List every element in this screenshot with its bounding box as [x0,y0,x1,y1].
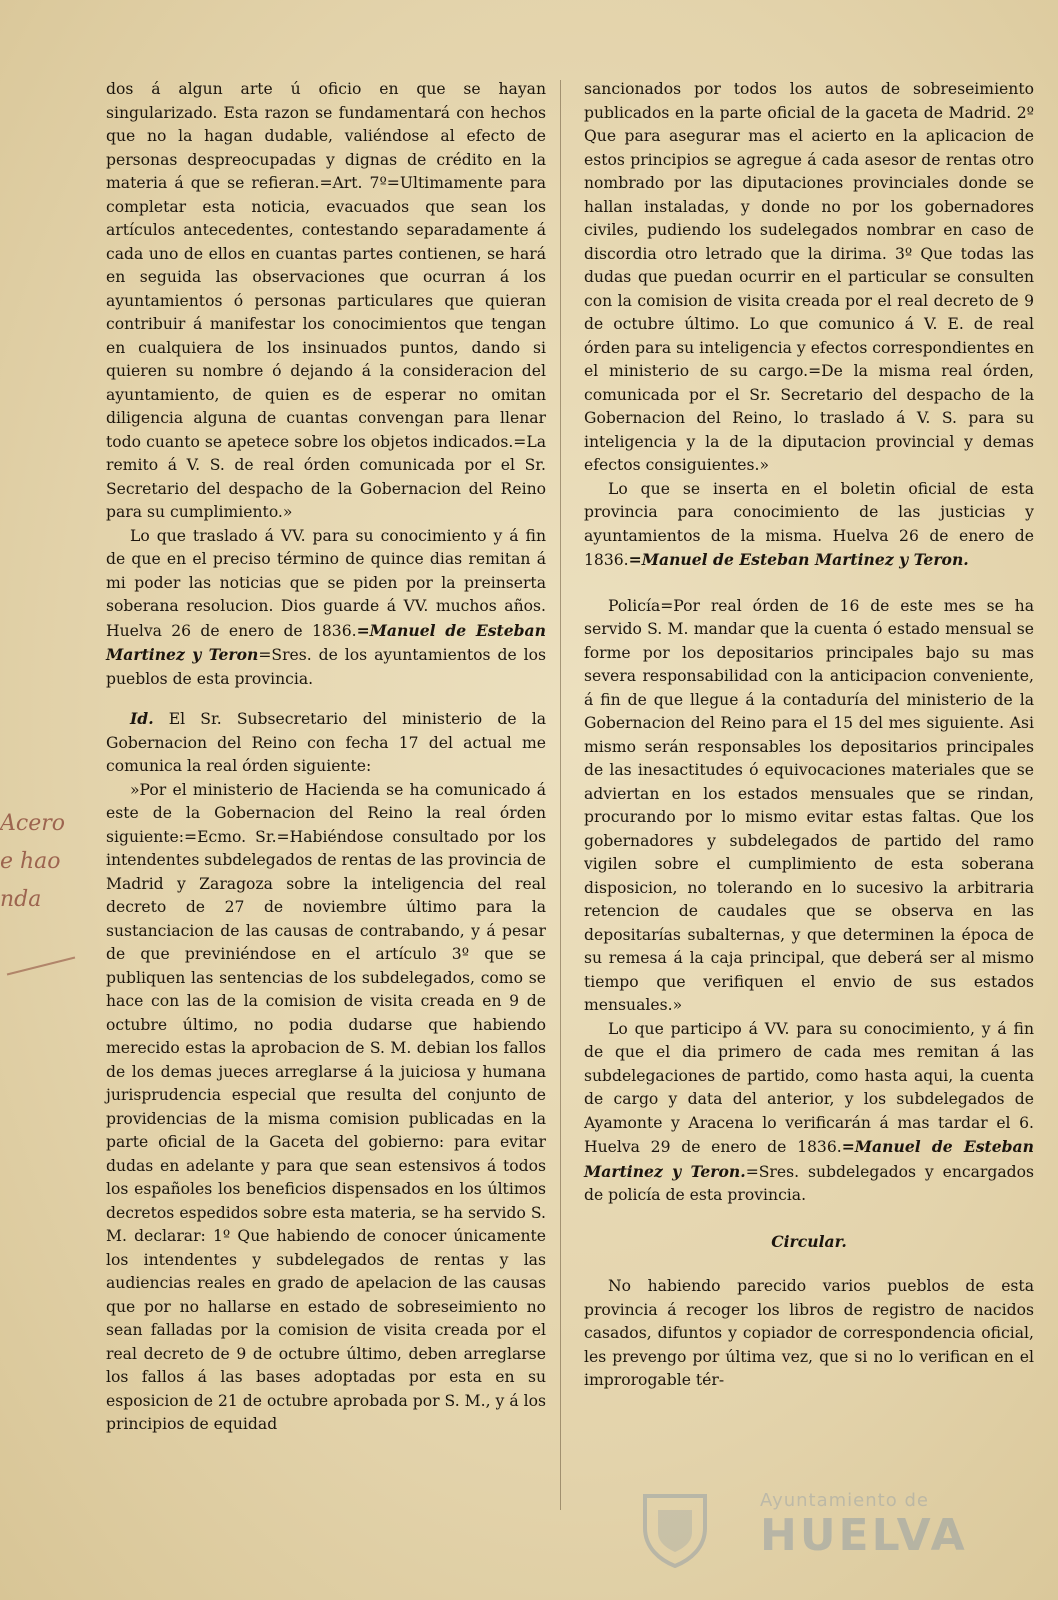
right-paragraph-4-text: Lo que participo á VV. para su conocimiento, y á fin de que el dia primero de cada mes remitan á las subdelegaciones de partido, como hasta aqui, la cuenta de cargo y data del anterior, y los subdelegados de Ayamonte y Aracena lo verificarán á mas tardar el 6. Huelva 29 de enero de 1836. [584,1019,1034,1156]
left-paragraph-2 [106,525,546,692]
right-paragraph-3: Policía=Por real órden de 16 de este mes se ha servido S. M. mandar que la cuenta ó estado mensual se forme por los depositarios principales bajo su mas severa responsabilidad con la anticipacion conveniente, á fin de que llegue á la contaduría del ministerio de la Gobernacion del Reino para el 15 del mes siguiente. Asi mismo serán responsables los depositarios principales de las inesactitudes ó equivocaciones materiales que se adviertan en los estados mensuales que se rindan, procurando por lo mismo evitar estas faltas. Que los gobernadores y subdelegados de partido del ramo vigilen sobre el cumplimiento de esta soberana disposicion, no tolerando en lo sucesivo la arbitraria retencion de caudales que se observa en las depositarías subalternas, y que determinen la época de su remesa á la caja principal, que deberá ser al mismo tiempo que verifiquen el envio de sus estados mensuales.» [584,596,1034,1014]
right-paragraph-1: sancionados por todos los autos de sobreseimiento publicados en la parte oficial de la gaceta de Madrid. 2º Que para asegurar mas el acierto en la aplicacion de estos principios se agregue á cada asesor de rentas otro nombrado por las diputaciones provinciales donde se hallan instaladas, y donde no por los gobernadores civiles, pudiendo los sudelegados nombrar en caso de discordia otro letrado que la dirima. 3º Que todas las dudas que puedan ocurrir en el particular se consulten con la comision de visita creada por el real decreto de 9 de octubre último. Lo que comunico á V. E. de real órden para su inteligencia y efectos correspondientes en el ministerio de su cargo.=De la misma real órden, comunicada por el Sr. Secretario del despacho de la Gobernacion del Reino, lo traslado á V. S. para su inteligencia y la de la diputacion provincial y demas efectos consiguientes.» [584,80,1034,474]
left-paragraph-1: dos á algun arte ú oficio en que se hayan singularizado. Esta razon se fundamentará con hechos que no la hagan dudable, valiéndose al efecto de personas despreocupadas y dignas de crédito en la materia á que se refieran.=Art. 7º=Ultimamente para completar esta noticia, evacuados que sean los artículos antecedentes, contestando separadamente á cada uno de ellos en cuantas partes contienen, se hará en seguida las observaciones que ocurran á los ayuntamientos ó personas particulares que quieran contribuir á manifestar los conocimientos que tengan en cualquiera de los insinuados puntos, dando si quieren su nombre ó dejando á la consideracion del ayuntamiento, de quien es de esperar no omitan diligencia alguna de cuantas convengan para llenar todo cuanto se apetece sobre los objetos indicados.=La remito á V. S. de real órden comunicada por el Sr. Secretario del despacho de la Gobernacion del Reino para su cumplimiento.» [106,80,546,521]
right-paragraph-4-tail: =Sres. subdelegados y encargados de policía de esta provincia. [584,1162,1034,1204]
id-lead: Id. [130,709,154,728]
left-paragraph-3-text: El Sr. Subsecretario del ministerio de la Gobernacion del Reino con fecha 17 del actual me comunica la real órden siguiente: [106,710,546,775]
section-heading: Circular. [771,1231,847,1251]
left-paragraph-4: »Por el ministerio de Hacienda se ha comunicado á este de la Gobernacion del Reino la real órden siguiente:=Ecmo. Sr.=Habiéndose consultado por los intendentes subdelegados de rentas de las provincia de Madrid y Zaragoza sobre la inteligencia del real decreto de 27 de noviembre último para la sustanciacion de las causas de contrabando, y á pesar de que previniéndose en el artículo 3º que se publiquen las sentencias de los subdelegados, como se hace con las de la comision de visita creada en 9 de octubre último, no podia dudarse que habiendo merecido estas la aprobacion de S. M. debian los fallos de los demas jueces arreglarse á la juiciosa y humana jurisprudencia especial que resulta del conjunto de providencias de la misma comision publicadas en la parte oficial de la Gaceta del gobierno: para evitar dudas en adelante y para que sean estensivos á todos los españoles los beneficios dispensados en los últimos decretos espedidos sobre esta materia, se ha servido S. M. declarar: 1º Que habiendo de conocer únicamente los intendentes y subdelegados de rentas y las audiencias reales en grado de apelacion de las causas que por no hallarse en estado de sobreseimiento no sean falladas por la comision de visita creada por el real decreto de 9 de octubre último, deben arreglarse los fallos á las bases adoptadas por esta en su esposicion de 21 de octubre aprobada por S. M., y á los principios de equidad [106,780,547,1433]
signature: =Manuel de Esteban Martinez y Teron [106,620,546,664]
left-paragraph-2-text: Lo que traslado á VV. para su conocimiento y á fin de que en el preciso término de quince dias remitan á mi poder las noticias que se piden por la preinserta soberana resolucion. Dios guarde á VV. muchos años. Huelva 26 de enero de 1836. [106,526,546,640]
signature: =Manuel de Esteban Martinez y Teron. [584,1137,1034,1181]
watermark [640,1488,1040,1568]
right-paragraph-4 [584,1018,1034,1208]
left-paragraph-3 [106,707,546,779]
margin-note-line-3: nda [0,887,42,912]
margin-note-stroke [7,957,75,976]
handwritten-margin-note [0,805,100,995]
column-divider [560,80,561,1510]
city-shield-icon [640,1488,710,1568]
right-paragraph-2 [584,478,1034,573]
watermark-line-1: Ayuntamiento de [760,1490,929,1511]
right-paragraph-5: No habiendo parecido varios pueblos de esta provincia á recoger los libros de registro de nacidos casados, difuntos y copiador de correspondencia oficial, les prevengo por última vez, que si no lo verifican en el improrogable tér- [584,1277,1034,1389]
right-column [584,78,1034,1393]
left-column [106,78,546,1437]
margin-note-line-1: Acero [0,811,65,836]
left-paragraph-2-tail: =Sres. de los ayuntamientos de los pueblos de esta provincia. [106,646,546,688]
right-paragraph-2-text: Lo que se inserta en el boletin oficial de esta provincia para conocimiento de las justicias y ayuntamientos de la misma. Huelva 26 de enero de 1836. [584,479,1034,569]
signature: =Manuel de Esteban Martinez y Teron. [628,550,969,569]
watermark-line-2: HUELVA [760,1510,968,1561]
margin-note-line-2: e hao [0,849,61,874]
